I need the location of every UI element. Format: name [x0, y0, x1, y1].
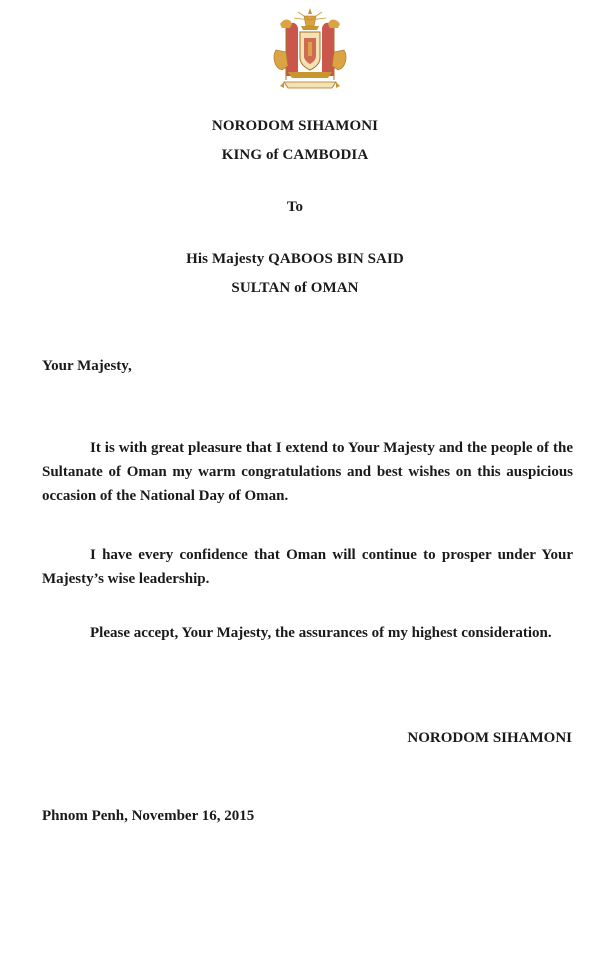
signature: NORODOM SIHAMONI [407, 730, 572, 746]
sender-title: KING of CAMBODIA [221, 147, 369, 163]
salutation: Your Majesty, [42, 358, 132, 374]
body-paragraph: I have every confidence that Oman will continue to prosper under Your Majesty’s wise leadership. [42, 547, 573, 587]
royal-arms-of-cambodia-icon [268, 6, 352, 92]
recipient-name: His Majesty QABOOS BIN SAID [186, 251, 404, 267]
body-paragraph: Please accept, Your Majesty, the assurances of my highest consideration. [90, 625, 552, 641]
sender-name: NORODOM SIHAMONI [211, 118, 379, 134]
body-paragraph: It is with great pleasure that I extend to Your Majesty and the people of the Sultanate of Oman my warm congratulations and best wishes on this auspicious occasion of the National Day of Oman. [42, 440, 573, 504]
recipient-title: SULTAN of OMAN [231, 280, 359, 296]
address-to: To [286, 199, 304, 215]
place-date: Phnom Penh, November 16, 2015 [42, 808, 255, 824]
